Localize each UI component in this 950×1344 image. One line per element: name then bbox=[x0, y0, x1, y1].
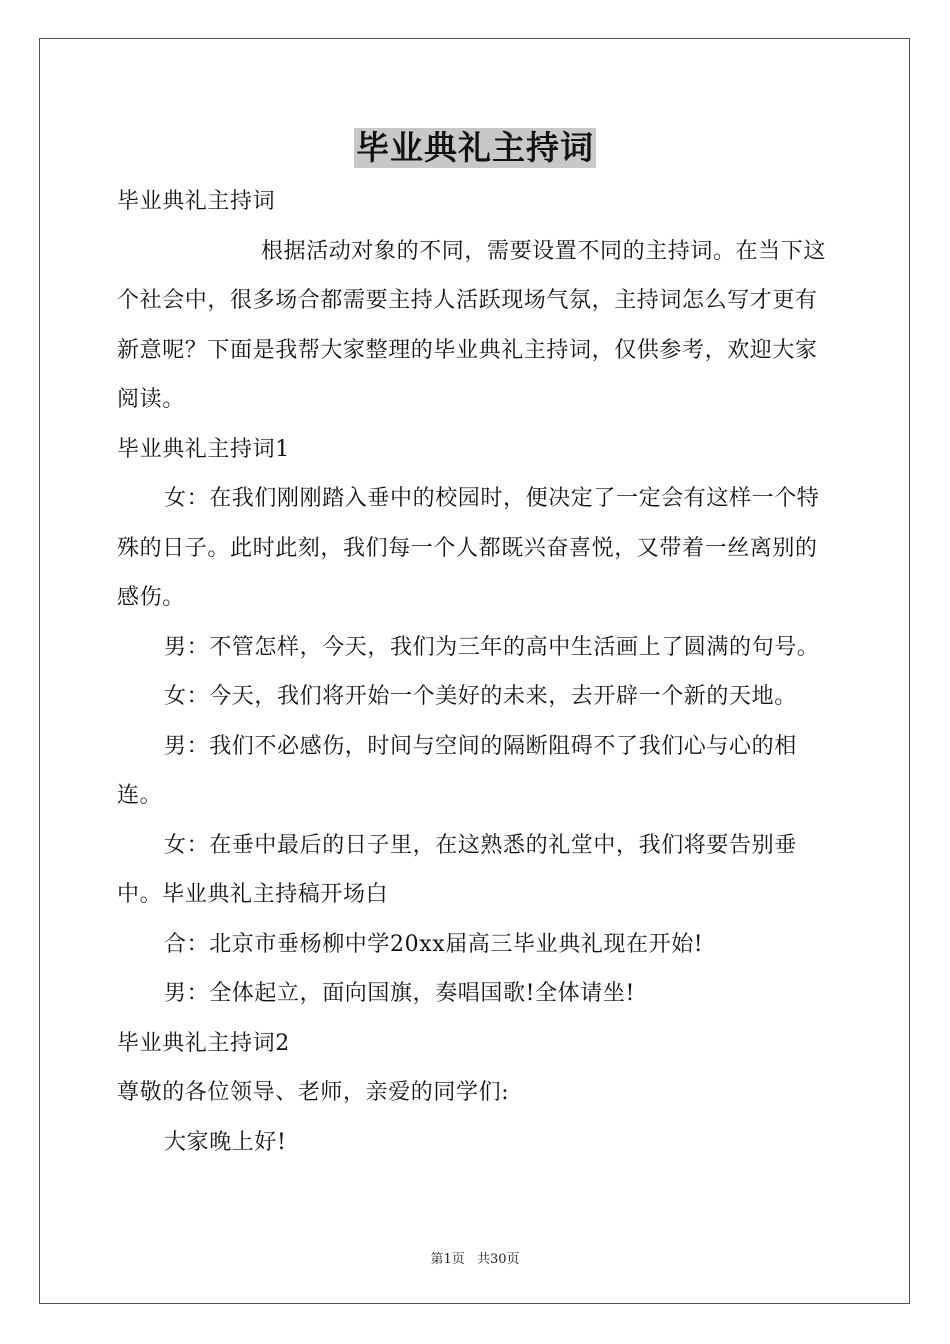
dialogue-line: 女：在我们刚刚踏入垂中的校园时，便决定了一定会有这样一个特殊的日子。此时此刻，我们每一个人都既兴奋喜悦，又带着一丝离别的感伤。 bbox=[117, 486, 820, 610]
dialogue-line: 男：我们不必感伤，时间与空间的隔断阻碍不了我们心与心的相连。 bbox=[117, 733, 797, 808]
intro-paragraph: 根据活动对象的不同，需要设置不同的主持词。在当下这个社会中，很多场合都需要主持人活跃现场气氛，主持词怎么写才更有新意呢？下面是我帮大家整理的毕业典礼主持词，仅供参考，欢迎大家阅读。 bbox=[117, 238, 827, 412]
page-number: 第1页 bbox=[430, 1252, 465, 1267]
dialogue-line: 女：在垂中最后的日子里，在这熟悉的礼堂中，我们将要告别垂中。毕业典礼主持稿开场白 bbox=[117, 832, 797, 907]
page-footer bbox=[0, 1248, 950, 1267]
document-body bbox=[117, 177, 837, 1167]
title-container bbox=[0, 128, 950, 168]
page-total: 共30页 bbox=[476, 1252, 520, 1267]
salutation-line: 尊敬的各位领导、老师，亲爱的同学们: bbox=[117, 1080, 510, 1105]
section-heading-2: 毕业典礼主持词2 bbox=[117, 1030, 290, 1056]
dialogue-line: 女：今天，我们将开始一个美好的未来，去开辟一个新的天地。 bbox=[164, 684, 797, 709]
document-title: 毕业典礼主持词 bbox=[356, 128, 594, 167]
dialogue-line: 男：不管怎样，今天，我们为三年的高中生活画上了圆满的句号。 bbox=[164, 634, 820, 660]
dialogue-line: 男：全体起立，面向国旗，奏唱国歌!全体请坐! bbox=[164, 981, 635, 1006]
dialogue-line: 合：北京市垂杨柳中学20xx届高三毕业典礼现在开始! bbox=[164, 931, 704, 957]
subtitle-line: 毕业典礼主持词 bbox=[117, 189, 276, 214]
greeting-line: 大家晚上好! bbox=[164, 1129, 287, 1155]
section-heading-1: 毕业典礼主持词1 bbox=[117, 436, 290, 462]
